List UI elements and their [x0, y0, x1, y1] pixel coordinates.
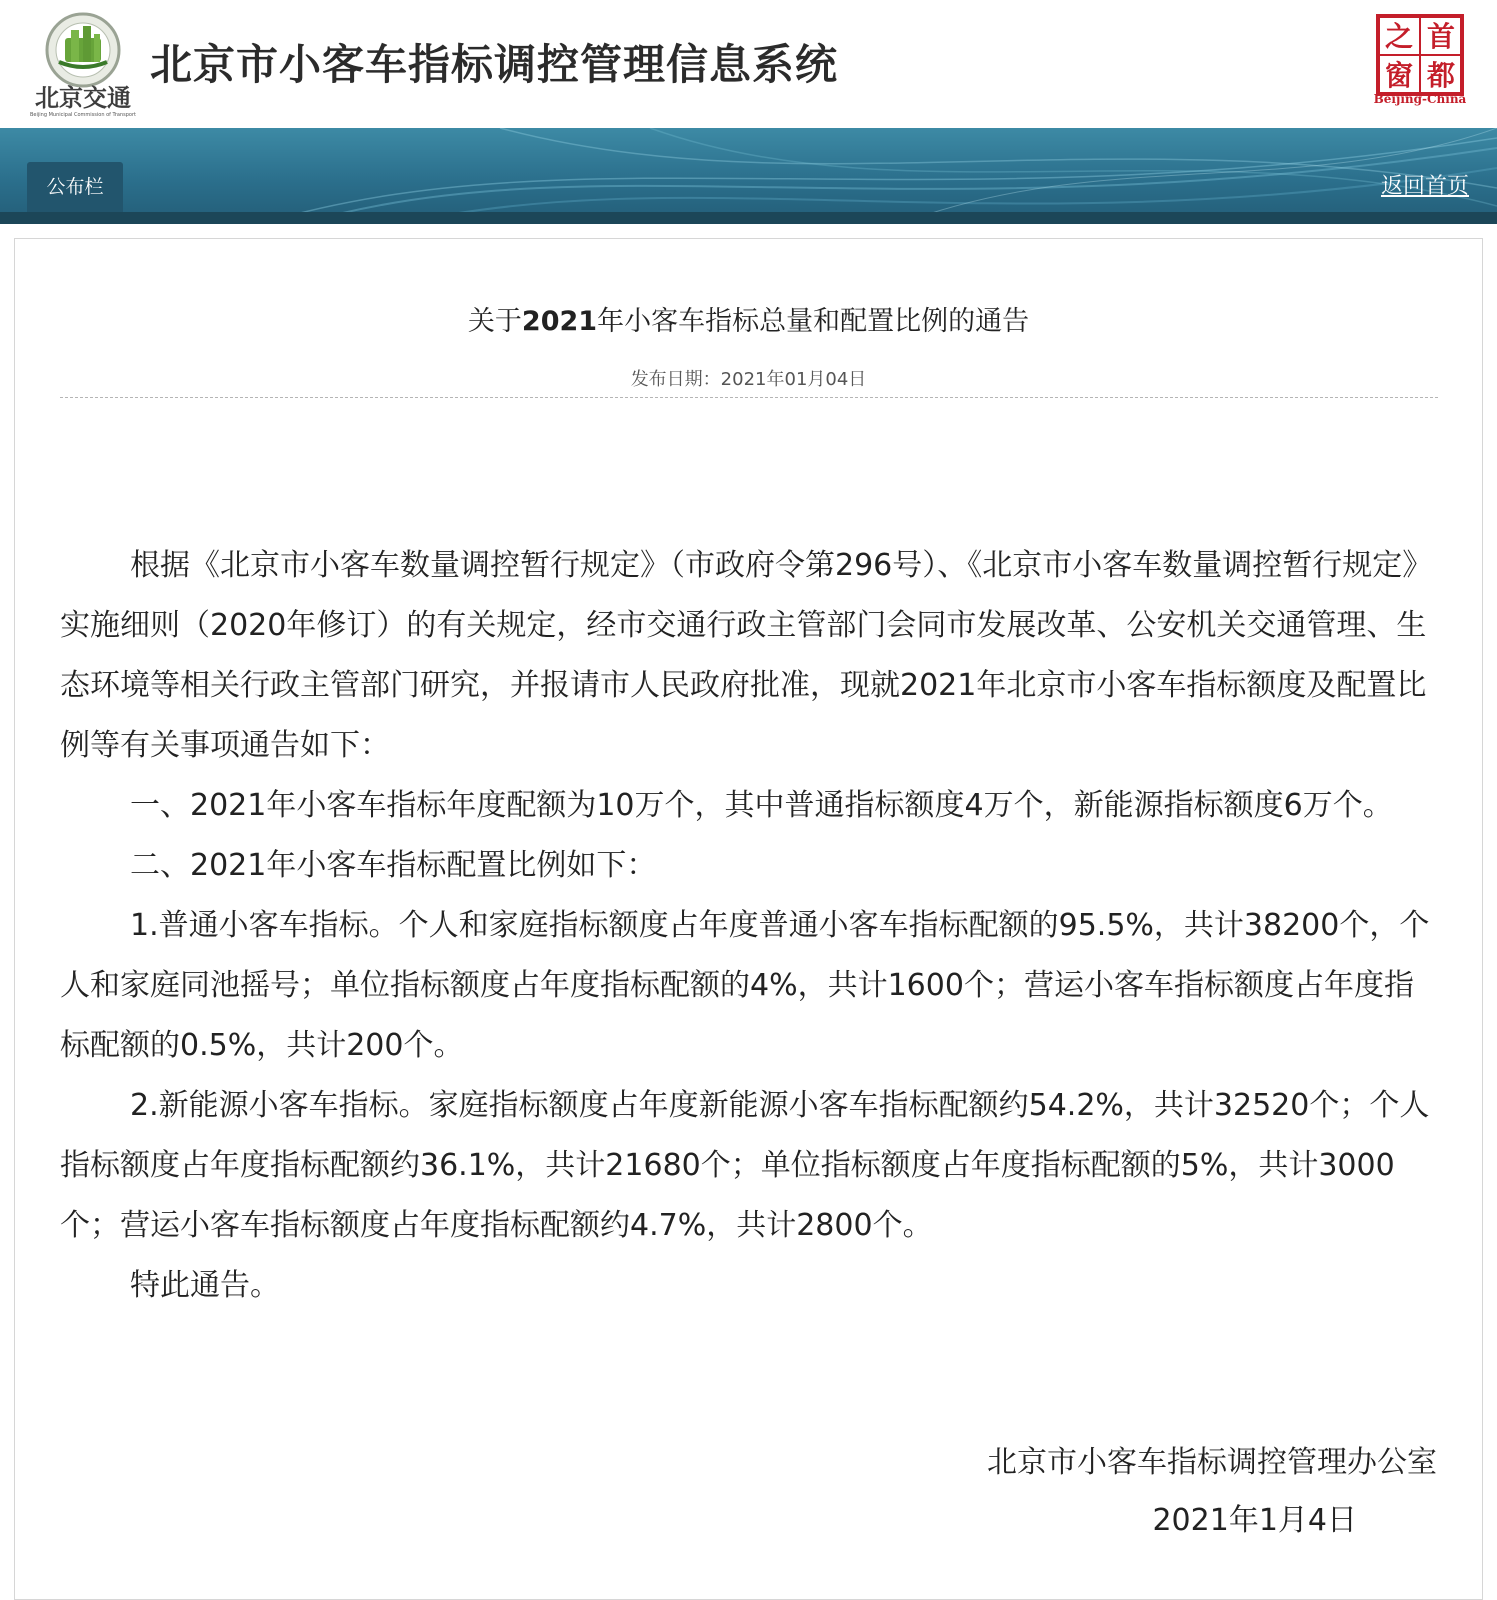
notice-title-rest: 年小客车指标总量和配置比例的通告 — [597, 306, 1030, 337]
tab-bulletin-board[interactable]: 公布栏 — [27, 162, 123, 212]
header — [0, 0, 1497, 130]
svg-text:都: 都 — [1426, 59, 1456, 92]
svg-text:窗: 窗 — [1384, 59, 1414, 92]
divider — [60, 397, 1438, 398]
banner-bottom-bar — [0, 212, 1497, 224]
svg-text:首: 首 — [1426, 20, 1456, 53]
paragraph-new-energy-quota: 2.新能源小客车指标。家庭指标额度占年度新能源小客车指标配额约54.2%，共计32520个；个人指标额度占年度指标配额约36.1%，共计21680个；单位指标额度占年度指标配额的5%，共计3000个；营运小客车指标额度占年度指标配额约4.7%，共计2800个。 — [60, 1088, 1430, 1243]
paragraph-closing: 特此通告。 — [130, 1268, 280, 1303]
notice-title — [0, 302, 1497, 342]
paragraph-item-two: 二、2021年小客车指标配置比例如下： — [130, 848, 657, 883]
banner-wave-decoration — [0, 128, 1497, 224]
back-to-home-link[interactable]: 返回首页 — [1380, 174, 1469, 199]
notice-title-year: 2021 — [521, 306, 598, 337]
signature-block — [987, 1434, 1437, 1550]
capital-window-logo-text: Beijing-China — [1373, 92, 1467, 106]
site-title: 北京市小客车指标调控管理信息系统 — [150, 40, 839, 89]
svg-text:Beijing Municipal Commission o: Beijing Municipal Commission of Transport — [30, 112, 136, 118]
signature-organization: 北京市小客车指标调控管理办公室 — [987, 1445, 1437, 1480]
svg-text:北京交通: 北京交通 — [35, 84, 131, 112]
notice-title-prefix: 关于 — [467, 306, 522, 337]
paragraph-intro: 根据《北京市小客车数量调控暂行规定》（市政府令第296号）、《北京市小客车数量调控暂行规定》实施细则（2020年修订）的有关规定，经市交通行政主管部门会同市发展改革、公安机关交通管理、生态环境等相关行政主管部门研究，并报请市人民政府批准，现就2021年北京市小客车指标额度及配置比例等有关事项通告如下： — [60, 548, 1433, 763]
paragraph-item-one: 一、2021年小客车指标年度配额为10万个，其中普通指标额度4万个，新能源指标额度6万个。 — [130, 788, 1393, 823]
signature-date: 2021年1月4日 — [1152, 1503, 1357, 1538]
paragraph-regular-quota: 1.普通小客车指标。个人和家庭指标额度占年度普通小客车指标配额的95.5%，共计38200个，个人和家庭同池摇号；单位指标额度占年度指标配额的4%，共计1600个；营运小客车指标额度占年度指标配额的0.5%，共计200个。 — [60, 908, 1430, 1063]
notice-body — [60, 536, 1438, 1316]
banner — [0, 128, 1497, 224]
beijing-transport-logo — [27, 10, 139, 118]
publish-date: 发布日期：2021年01月04日 — [630, 369, 867, 390]
svg-text:之: 之 — [1384, 20, 1414, 53]
